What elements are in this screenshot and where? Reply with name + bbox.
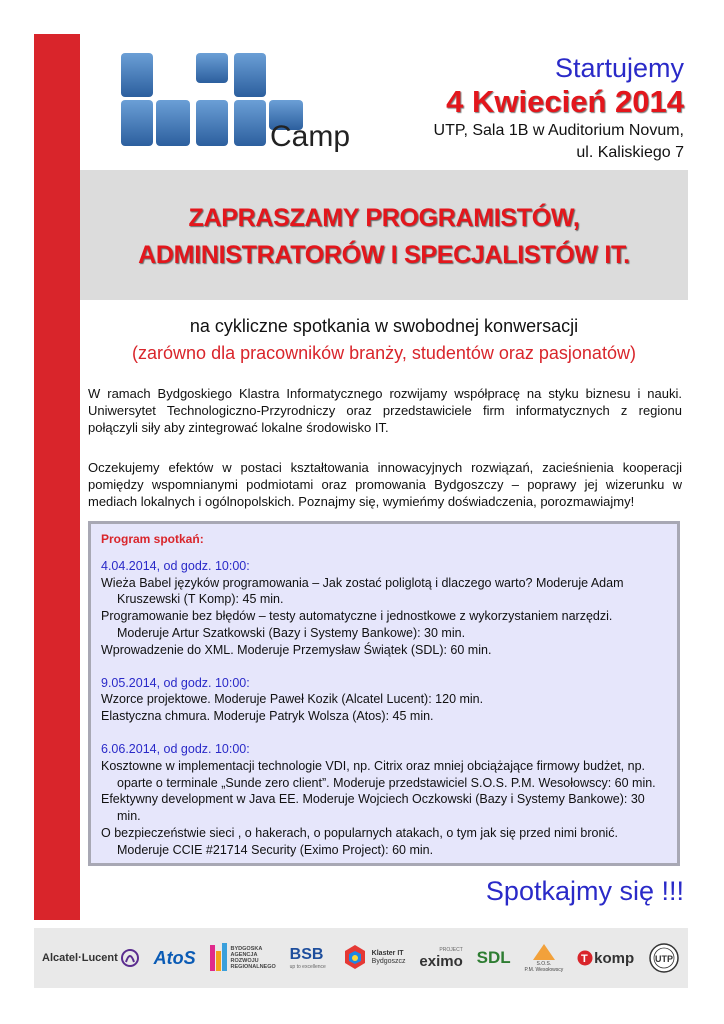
session-date: 6.06.2014, od godz. 10:00:	[101, 741, 250, 756]
bitcamp-logo	[118, 50, 368, 160]
session-date: 9.05.2014, od godz. 10:00:	[101, 675, 250, 690]
svg-text:T: T	[581, 953, 588, 965]
klaster-it-logo: Klaster IT Bydgoszcz	[340, 943, 406, 973]
logo-camp-text: Camp	[270, 120, 351, 153]
talk-item: Wieża Babel języków programowania – Jak zostać poliglotą i dlaczego warto? Moderuje Adam Kruszewski (T Komp): 45 min.	[101, 575, 624, 607]
startujemy-label: Startujemy	[554, 53, 684, 83]
subtitle-line-1: na cykliczne spotkania w swobodnej konwersacji	[189, 316, 579, 336]
left-accent-bar	[34, 34, 80, 920]
session-3	[101, 741, 665, 859]
svg-text:UTP: UTP	[655, 954, 673, 964]
session-2	[101, 675, 665, 725]
sponsor-logos-strip	[34, 928, 688, 988]
event-header	[434, 52, 684, 164]
talk-item: Wprowadzenie do XML. Moderuje Przemysław Świątek (SDL): 60 min.	[101, 642, 492, 657]
logo-i-shape	[196, 53, 228, 146]
venue-line-1: UTP, Sala 1B w Auditorium Novum,	[433, 122, 684, 139]
talk-item: Programowanie bez błędów – testy automatyczne i jednostkowe z wykorzystaniem narzędzi. Moderuje Artur Szatkowski (Bazy i Systemy Bankowe): 30 min.	[101, 609, 613, 640]
alcatel-lucent-logo: Alcatel·Lucent	[42, 948, 140, 968]
talk-item: Wzorce projektowe. Moderuje Paweł Kozik (Alcatel Lucent): 120 min.	[101, 692, 484, 707]
closing-slogan: Spotkajmy się !!!	[485, 876, 684, 906]
utp-logo	[648, 942, 680, 974]
talk-item: Elastyczna chmura. Moderuje Patryk Wolsza (Atos): 45 min.	[101, 709, 434, 724]
session-date: 4.04.2014, od godz. 10:00:	[101, 558, 250, 573]
venue-line-2: ul. Kaliskiego 7	[576, 144, 684, 161]
program-title: Program spotkań:	[101, 532, 204, 546]
talk-item: O bezpieczeństwie sieci , o hakerach, o popularnych atakach, o tym jak się przed nimi bronić. Moderuje CCIE #21714 Security (Eximo Project): 60 min.	[101, 825, 618, 857]
logo-b-shape	[121, 53, 190, 146]
bsb-logo: BSB up to excellence	[289, 946, 326, 970]
expectations-paragraph: Oczekujemy efektów w postaci kształtowania innowacyjnych rozwiązań, zacieśnienia kooperacji pomiędzy wspomnianymi podmiotami oraz promowania Bydgoszczy – poprawy jej wizerunku w mediach lokalnych i ogólnopolskich. Poznajmy się, wymieńmy doświadczenia, porozmawiajmy!	[88, 460, 682, 509]
tkomp-logo: T komp	[577, 950, 634, 967]
invitation-headline	[80, 200, 688, 274]
session-1	[101, 558, 665, 659]
sdl-logo: SDL	[476, 948, 511, 967]
bydgoska-agencja-logo: BYDGOSKA AGENCJA ROZWOJU REGIONALNEGO	[210, 943, 276, 973]
headline-line-1: ZAPRASZAMY PROGRAMISTÓW,	[188, 204, 580, 232]
eximo-logo: PROJECT eximo	[419, 946, 463, 970]
atos-logo: AtoS	[153, 947, 196, 968]
intro-paragraph: W ramach Bydgoskiego Klastra Informatycznego rozwijamy współpracę na styku biznesu i nauki. Uniwersytet Technologiczno-Przyrodniczy oraz przedstawiciele firm informatycznych z regionu połączyli siły aby zintegrować lokalne środowisko IT.	[88, 386, 682, 435]
program-box	[88, 521, 680, 866]
talk-item: Efektywny development w Java EE. Moderuje Wojciech Oczkowski (Bazy i Systemy Bankowe): 30 min.	[101, 792, 645, 824]
headline-line-2: ADMINISTRATORÓW I SPECJALISTÓW IT.	[138, 241, 630, 269]
event-date: 4 Kwiecień 2014	[446, 84, 684, 119]
sos-wesolowscy-logo: S.O.S. P.M. Wesołowscy	[525, 943, 564, 973]
talk-item: Kosztowne w implementacji technologie VDI, np. Citrix oraz mniej obciążające firmowy budżet, np. oparte o terminale „Sunde zero client”. Moderuje przedstawiciel S.O.S. P.M. Wesołowscy: 60 min.	[101, 758, 656, 790]
subtitle-line-2: (zarówno dla pracowników branży, studentów oraz pasjonatów)	[132, 343, 636, 363]
